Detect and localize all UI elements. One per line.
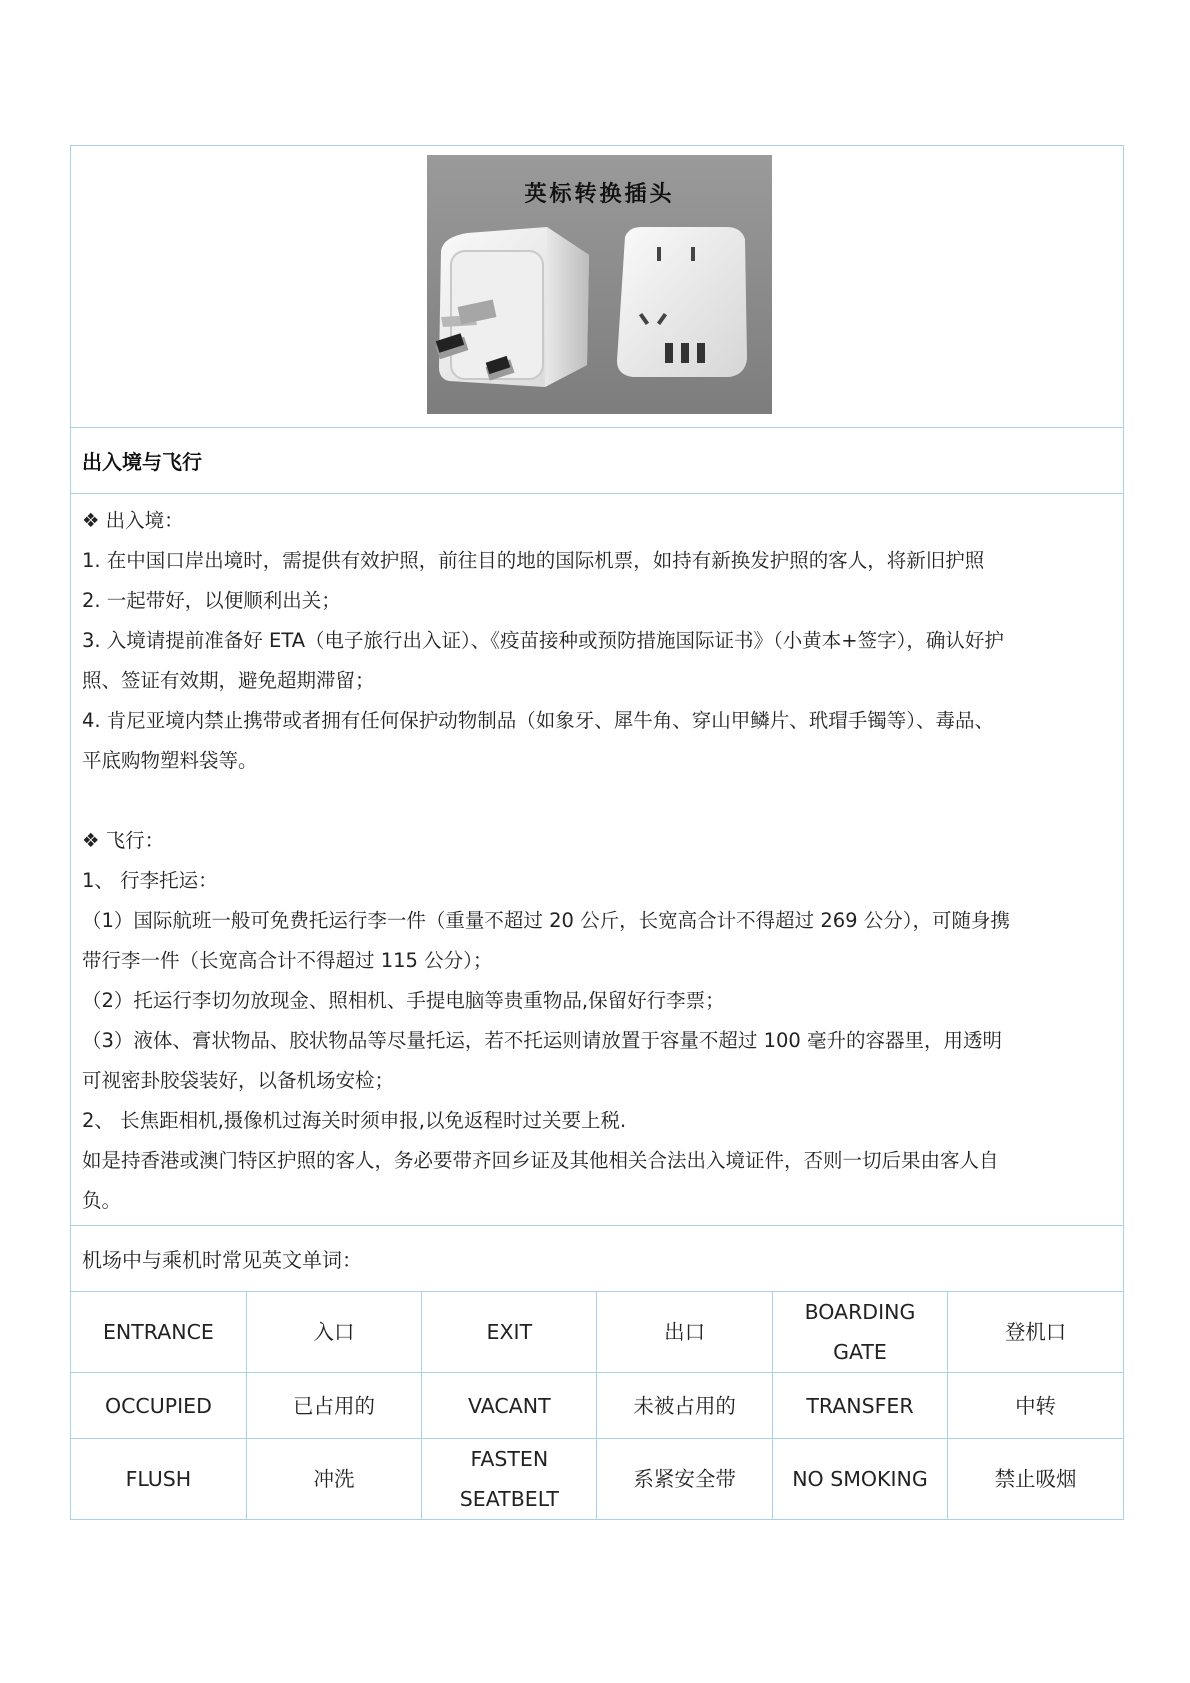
- table-cell: 禁止吸烟: [994, 1467, 1077, 1491]
- body-text: [71, 494, 1123, 1226]
- body-line: ❖ 出入境：: [82, 509, 184, 532]
- table-cell: BOARDING GATE: [772, 1292, 947, 1373]
- table-cell: 出口: [597, 1292, 772, 1373]
- body-line: 3. 入境请提前准备好 ETA（电子旅行出入证）、《疫苗接种或预防措施国际证书》（小黄本+签字），确认好护: [82, 629, 1004, 652]
- table-row: [71, 1439, 1123, 1520]
- table-cell: 已占用的: [246, 1373, 421, 1439]
- table-cell: 冲洗: [246, 1439, 421, 1520]
- table-cell: 未被占用的: [597, 1373, 772, 1439]
- table-cell: VACANT: [422, 1373, 597, 1439]
- photo-title: 英标转换插头: [524, 181, 675, 207]
- table-cell: 登机口: [948, 1292, 1123, 1373]
- body-line: 4. 肯尼亚境内禁止携带或者拥有任何保护动物制品（如象牙、犀牛角、穿山甲鳞片、玳瑁手镯等）、毒品、: [82, 709, 995, 732]
- table-cell: 系紧安全带: [597, 1439, 772, 1520]
- body-line: ❖ 飞行：: [82, 829, 165, 852]
- table-cell: 中转: [948, 1373, 1123, 1439]
- body-line: 1、 行李托运：: [82, 869, 218, 892]
- table-cell: EXIT: [422, 1292, 597, 1373]
- table-cell: FLUSH: [71, 1439, 246, 1520]
- blank-line: [82, 781, 1112, 821]
- body-line: 1. 在中国口岸出境时，需提供有效护照，前往目的地的国际机票，如持有新换发护照的客人，将新旧护照: [82, 549, 985, 572]
- table-cell: ENTRANCE: [71, 1292, 246, 1373]
- body-line: 负。: [82, 1189, 122, 1212]
- body-line: 带行李一件（长宽高合计不得超过 115 公分）；: [82, 949, 493, 972]
- table-cell: NO SMOKING: [772, 1439, 947, 1520]
- body-line: 2、 长焦距相机,摄像机过海关时须申报,以免返程时过关要上税.: [82, 1109, 627, 1132]
- image-row: [71, 146, 1123, 428]
- body-line: 2. 一起带好，以便顺利出关；: [82, 589, 341, 612]
- content-frame: [70, 145, 1124, 1520]
- body-line: 照、签证有效期，避免超期滞留；: [82, 669, 375, 692]
- table-row: [71, 1373, 1123, 1439]
- body-line: （1）国际航班一般可免费托运行李一件（重量不超过 20 公斤，长宽高合计不得超过 269 公分），可随身携: [82, 909, 1010, 932]
- body-line: （2）托运行李切勿放现金、照相机、手提电脑等贵重物品,保留好行李票；: [82, 989, 725, 1012]
- uk-plug-adapter-photo: [427, 155, 772, 414]
- section-heading: 出入境与飞行: [71, 428, 1123, 494]
- table-row: [71, 1292, 1123, 1373]
- body-line: 平底购物塑料袋等。: [82, 749, 258, 772]
- vocab-label: 机场中与乘机时常见英文单词：: [71, 1226, 1123, 1292]
- body-line: 如是持香港或澳门特区护照的客人，务必要带齐回乡证及其他相关合法出入境证件，否则一切后果由客人自: [82, 1149, 999, 1172]
- body-line: （3）液体、膏状物品、胶状物品等尽量托运，若不托运则请放置于容量不超过 100 毫升的容器里，用透明: [82, 1029, 1003, 1052]
- table-cell: TRANSFER: [772, 1373, 947, 1439]
- body-line: 可视密卦胶袋装好，以备机场安检；: [82, 1069, 395, 1092]
- table-cell: FASTEN SEATBELT: [422, 1439, 597, 1520]
- table-cell: OCCUPIED: [71, 1373, 246, 1439]
- table-cell: 入口: [246, 1292, 421, 1373]
- vocab-table: [71, 1292, 1123, 1519]
